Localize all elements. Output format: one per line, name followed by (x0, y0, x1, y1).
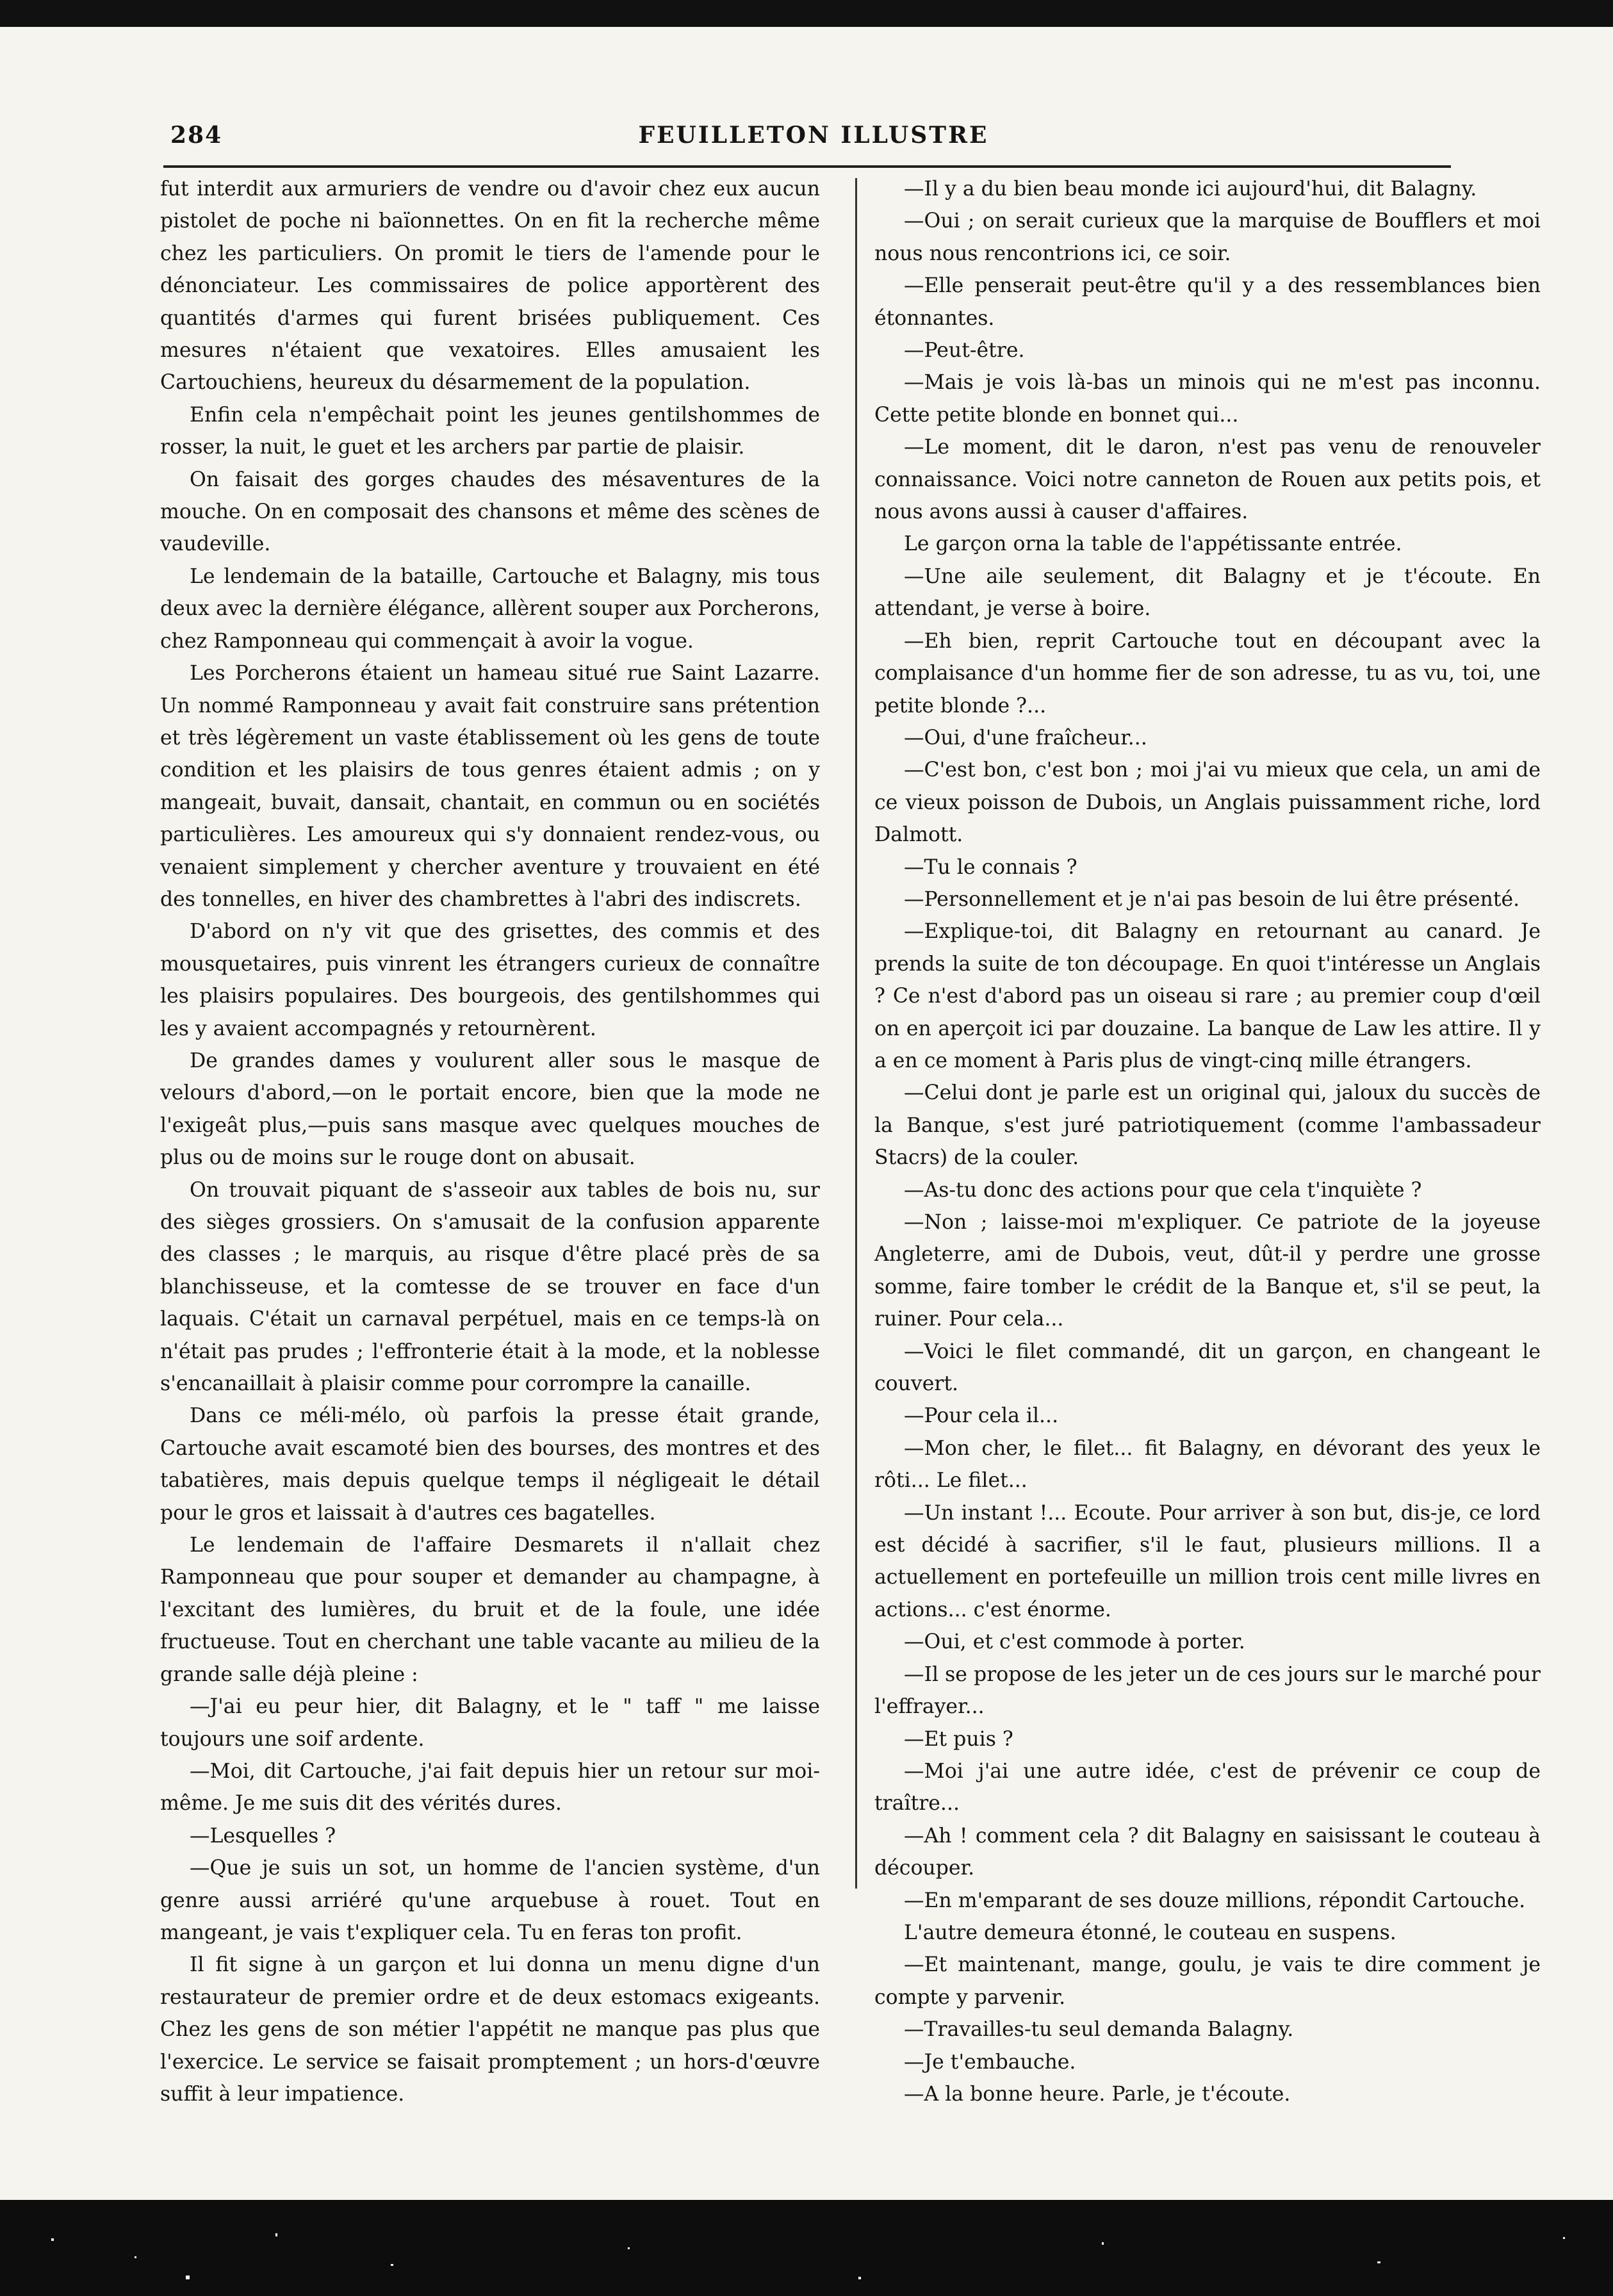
paragraph: —Et maintenant, mange, goulu, je vais te dire comment je compte y parvenir. (874, 1953, 1541, 2009)
right-column (874, 173, 1541, 2110)
header-rule (163, 165, 1451, 168)
paragraph: —A la bonne heure. Parle, je t'écoute. (904, 2082, 1291, 2106)
paragraph: —Ah ! comment cela ? dit Balagny en saisissant le couteau à découper. (874, 1824, 1541, 1880)
paragraph: —Mais je vois là-bas un minois qui ne m'est pas inconnu. Cette petite blonde en bonnet qui... (874, 371, 1541, 427)
paragraph: —Oui, d'une fraîcheur... (904, 726, 1147, 750)
page-number: 284 (170, 122, 223, 149)
paragraph: Les Porcherons étaient un hameau situé rue Saint Lazarre. Un nommé Ramponneau y avait fait construire sans prétention et très légèrement un vaste établissement où les gens de toute condition et les plaisirs de tous genres étaient admis ; on y mangeait, buvait, dansait, chantait, en commun ou en sociétés particulières. Les amoureux qui s'y donnaient rendez-vous, ou venaient simplement y chercher aventure y trouvaient en été des tonnelles, en hiver des chambrettes à l'abri des indiscrets. (160, 662, 820, 911)
column-divider (855, 178, 857, 1889)
paragraph: On faisait des gorges chaudes des mésaventures de la mouche. On en composait des chansons et même des scènes de vaudeville. (160, 468, 820, 556)
paragraph: —Que je suis un sot, un homme de l'ancien système, d'un genre aussi arriéré qu'une arquebuse à rouet. Tout en mangeant, je vais t'expliquer cela. Tu en feras ton profit. (160, 1857, 820, 1944)
paragraph: Enfin cela n'empêchait point les jeunes gentilshommes de rosser, la nuit, le guet et les archers par partie de plaisir. (160, 403, 820, 459)
paragraph: —J'ai eu peur hier, dit Balagny, et le " taff " me laisse toujours une soif ardente. (160, 1695, 820, 1751)
paragraph: On trouvait piquant de s'asseoir aux tables de bois nu, sur des sièges grossiers. On s'amusait de la confusion apparente des classes ; le marquis, au risque d'être placé près de sa blanchisseuse, et la comtesse de se trouver en face d'un laquais. C'était un carnaval perpétuel, mais en ce temps-là on n'était pas prudes ; l'effronterie était à la mode, et la noblesse s'encanaillait à plaisir comme pour corrompre la canaille. (160, 1178, 820, 1396)
paragraph: —Moi j'ai une autre idée, c'est de prévenir ce coup de traître... (874, 1759, 1541, 1816)
paragraph: —Moi, dit Cartouche, j'ai fait depuis hier un retour sur moi-même. Je me suis dit des vérités dures. (160, 1759, 820, 1816)
paragraph: —Une aile seulement, dit Balagny et je t'écoute. En attendant, je verse à boire. (874, 564, 1541, 621)
paragraph: Le lendemain de l'affaire Desmarets il n'allait chez Ramponneau que pour souper et demander au champagne, à l'excitant des lumières, du bruit et de la foule, une idée fructueuse. Tout en cherchant une table vacante au milieu de la grande salle déjà pleine : (160, 1534, 820, 1686)
paragraph: —Oui ; on serait curieux que la marquise de Boufflers et moi nous nous rencontrions ici, ce soir. (874, 209, 1541, 265)
paragraph: Dans ce méli-mélo, où parfois la presse était grande, Cartouche avait escamoté bien des bourses, des montres et des tabatières, mais depuis quelque temps il négligeait le détail pour le gros et laissait à d'autres ces bagatelles. (160, 1404, 820, 1525)
paragraph: fut interdit aux armuriers de vendre ou d'avoir chez eux aucun pistolet de poche ni baïonnettes. On en fit la recherche même chez les particuliers. On promit le tiers de l'amende pour le dénonciateur. Les commissaires de police apportèrent des quantités d'armes qui furent brisées publiquement. Ces mesures n'étaient que vexatoires. Elles amusaient les Cartouchiens, heureux du désarmement de la population. (160, 177, 820, 395)
paragraph: —Personnellement et je n'ai pas besoin de lui être présenté. (904, 887, 1520, 911)
bottom-scan-border (0, 2200, 1613, 2296)
paragraph: —Tu le connais ? (904, 855, 1077, 879)
paragraph: —Celui dont je parle est un original qui, jaloux du succès de la Banque, s'est juré patriotiquement (comme l'ambassadeur Stacrs) de la couler. (874, 1081, 1541, 1170)
paragraph: D'abord on n'y vit que des grisettes, des commis et des mousquetaires, puis vinrent les étrangers curieux de connaître les plaisirs populaires. Des bourgeois, des gentilshommes qui les y avaient accompagnés y retournèrent. (160, 920, 820, 1040)
paragraph: L'autre demeura étonné, le couteau en suspens. (904, 1921, 1396, 1944)
paragraph: —Il se propose de les jeter un de ces jours sur le marché pour l'effrayer... (874, 1662, 1541, 1719)
paragraph: —Travailles-tu seul demanda Balagny. (904, 2018, 1294, 2042)
paragraph: —Il y a du bien beau monde ici aujourd'hui, dit Balagny. (904, 177, 1477, 201)
running-title: FEUILLETON ILLUSTRE (638, 122, 989, 149)
paragraph: Le lendemain de la bataille, Cartouche et Balagny, mis tous deux avec la dernière élégance, allèrent souper aux Porcherons, chez Ramponneau qui commençait à avoir la vogue. (160, 564, 820, 653)
paragraph: —Non ; laisse-moi m'expliquer. Ce patriote de la joyeuse Angleterre, ami de Dubois, veut, dût-il y perdre une grosse somme, faire tomber le crédit de la Banque et, s'il se peut, la ruiner. Pour cela... (874, 1211, 1541, 1331)
paragraph: —C'est bon, c'est bon ; moi j'ai vu mieux que cela, un ami de ce vieux poisson de Dubois, un Anglais puissamment riche, lord Dalmott. (874, 758, 1541, 847)
paragraph: —Le moment, dit le daron, n'est pas venu de renouveler connaissance. Voici notre canneton de Rouen aux petits pois, et nous avons aussi à causer d'affaires. (874, 436, 1541, 524)
paragraph: —Explique-toi, dit Balagny en retournant au canard. Je prends la suite de ton découpage. En quoi t'intéresse un Anglais ? Ce n'est d'abord pas un oiseau si rare ; au premier coup d'œil on en aperçoit ici par douzaine. La banque de Law les attire. Il y a en ce moment à Paris plus de vingt-cinq mille étrangers. (874, 920, 1541, 1072)
paragraph: —Pour cela il... (904, 1404, 1059, 1428)
paragraph: —Peut-être. (904, 339, 1025, 363)
paragraph: Il fit signe à un garçon et lui donna un menu digne d'un restaurateur de premier ordre et de deux estomacs exigeants. Chez les gens de son métier l'appétit ne manque pas plus que l'exercice. Le service se faisait promptement ; un hors-d'œuvre suffit à leur impatience. (160, 1953, 820, 2106)
paragraph: —As-tu donc des actions pour que cela t'inquiète ? (904, 1178, 1422, 1202)
paragraph: —Mon cher, le filet... fit Balagny, en dévorant des yeux le rôti... Le filet... (874, 1436, 1541, 1493)
paragraph: Le garçon orna la table de l'appétissante entrée. (904, 532, 1402, 556)
paragraph: —Lesquelles ? (190, 1824, 336, 1848)
paragraph: —Voici le filet commandé, dit un garçon, en changeant le couvert. (874, 1340, 1541, 1396)
paragraph: —Eh bien, reprit Cartouche tout en découpant avec la complaisance d'un homme fier de son adresse, tu as vu, toi, une petite blonde ?... (874, 629, 1541, 718)
paragraph: —Un instant !... Ecoute. Pour arriver à son but, dis-je, ce lord est décidé à sacrifier, s'il le faut, plusieurs millions. Il a actuellement en portefeuille un million trois cent mille livres en actions... c'est énorme. (874, 1501, 1541, 1621)
paragraph: De grandes dames y voulurent aller sous le masque de velours d'abord,—on le portait encore, bien que la mode ne l'exigeât plus,—puis sans masque avec quelques mouches de plus ou de moins sur le rouge dont on abusait. (160, 1049, 820, 1170)
top-scan-border (0, 0, 1613, 27)
paragraph: —Et puis ? (904, 1727, 1013, 1751)
page-header (160, 122, 1467, 167)
left-column (160, 173, 820, 2110)
paragraph: —Oui, et c'est commode à porter. (904, 1630, 1245, 1654)
paragraph: —En m'emparant de ses douze millions, répondit Cartouche. (904, 1889, 1526, 1912)
paragraph: —Elle penserait peut-être qu'il y a des ressemblances bien étonnantes. (874, 274, 1541, 330)
paragraph: —Je t'embauche. (904, 2050, 1076, 2074)
